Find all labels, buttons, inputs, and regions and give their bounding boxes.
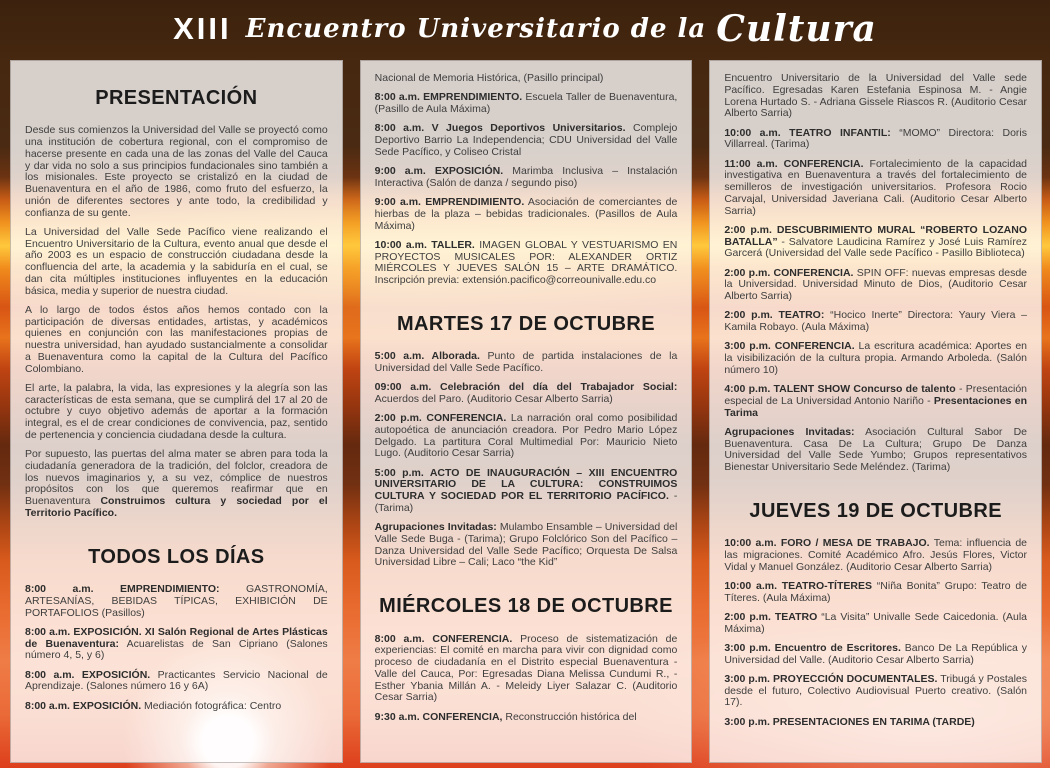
event-lead: 8:00 a.m. EMPRENDIMIENTO: (25, 583, 220, 596)
event-item (724, 310, 1027, 334)
schedule-column-middle (360, 60, 693, 763)
event-item (25, 627, 328, 662)
header-bar (0, 0, 1050, 57)
schedule-column-left (10, 60, 343, 763)
event-text: Marimba Inclusiva – Instalación Interactiva (Salón de danza / segundo piso) (374, 165, 678, 189)
event-item (375, 522, 678, 569)
paragraph (25, 125, 328, 219)
event-lead: 2:00 p.m. CONFERENCIA. (374, 412, 507, 425)
event-lead: 8:00 a.m. EXPOSICIÓN. XI Salón Regional de Artes Plásticas de Buenaventura: (25, 625, 328, 650)
event-lead: 2:00 p.m. TEATRO (724, 610, 818, 623)
title-emphasis: Cultura (716, 7, 877, 50)
event-text: “MOMO” Directora: Doris Villarreal. (Tarima) (724, 126, 1028, 151)
title-numeral: XIII (173, 10, 232, 46)
event-text: Fortalecimiento de la capacidad investigativa en Buenaventura a través del fortalecimiento de semilleros de investigación universitarios. Profesora Rocio Carvajal, Universidad Javeriana Cali. (Auditorio Cesar Alberto Sarria) (724, 157, 1028, 217)
event-text: Encuentro Universitario de la Universidad del Valle sede Pacífico. Egresadas Karen Estefania Espinosa M. - Angie Lorena Hurtado S. - Adriana Gissele Riascos R. (Auditorio Cesar Alberto Sarria) (724, 72, 1028, 120)
event-lead: 9:30 a.m. CONFERENCIA, (374, 710, 503, 723)
event-text: - Salvatore Laudicina Ramírez y José Luis Ramírez Garcerá (Universidad del Valle sede Pacífico - Pasillo Biblioteca) (724, 235, 1028, 260)
event-item (375, 413, 678, 460)
event-text: Mulambo Ensamble – Universidad del Valle Sede Buga - (Tarima); Grupo Folclórico Son del Pacífico – Danza Universidad del Valle Sede Pacífico; Orquesta De Salsa Universidad Libre – Cali; Laco “the Kid” (374, 521, 678, 569)
event-lead: 9:00 a.m. EXPOSICIÓN. (374, 165, 504, 177)
event-lead: 8:00 a.m. CONFERENCIA. (374, 632, 513, 645)
event-item (375, 468, 678, 515)
event-text: “Hocico Inerte” Directora: Yaury Viera – Kamila Robayo. (Aula Máxima) (724, 309, 1028, 333)
paragraph (25, 227, 328, 298)
event-item (375, 712, 678, 724)
event-item (25, 584, 328, 619)
event-item (724, 341, 1027, 376)
event-item (724, 427, 1027, 474)
event-lead: 10:00 a.m. TEATRO INFANTIL: (724, 126, 891, 139)
event-lead: 8:00 a.m. EXPOSICIÓN. (25, 699, 142, 712)
event-lead: 2:00 p.m. CONFERENCIA. (724, 266, 854, 279)
event-text: Tribugá y Postales desde el futuro, Colectivo Audiovisual Puerto creativo. (Salón 17). (724, 672, 1028, 709)
section-heading: MIÉRCOLES 18 DE OCTUBRE (379, 595, 673, 618)
event-lead: 3:00 p.m. CONFERENCIA. (724, 340, 855, 353)
event-text: Asociación de comerciantes de hierbas de la plaza – bebidas tradicionales. (Pasillos de Aula Máxima) (374, 196, 678, 232)
event-lead: 3:00 p.m. Encuentro de Escritores. (724, 641, 901, 654)
event-lead: Agrupaciones Invitadas: (374, 521, 497, 534)
event-lead: 09:00 a.m. Celebración del día del Trabajador Social: (374, 381, 678, 394)
event-lead: 10:00 a.m. TALLER. (374, 238, 475, 251)
event-lead: 10:00 a.m. TEATRO-TÍTERES (724, 579, 872, 592)
event-text: “La Visita” Univalle Sede Caicedonia. (Aula Máxima) (724, 610, 1028, 635)
event-lead: 5:00 p.m. ACTO DE INAUGURACIÓN – XIII ENCUENTRO UNIVERSITARIO DE LA CULTURA: CONSTRUIMOS CULTURA Y SOCIEDAD POR EL TERRITORIO PACÍFICO. (374, 466, 678, 503)
event-tail: Construimos cultura y sociedad por el Territorio Pacífico. (25, 495, 328, 519)
event-item (375, 166, 678, 190)
event-item (724, 538, 1027, 573)
schedule-column-right (709, 60, 1042, 763)
event-tail: Presentaciones en Tarima (724, 394, 1027, 419)
event-item (724, 643, 1027, 667)
event-lead: 8:00 a.m. EMPRENDIMIENTO. (374, 91, 523, 104)
event-text: IMAGEN GLOBAL Y VESTUARISMO EN PROYECTOS MUSICALES POR: ALEXANDER ORTIZ MIÉRCOLES Y JUEVES SALÓN 15 – ARTE DRAMÁTICO. Inscripción previa: extensión.pacifico@correounivalle.edu.co (374, 238, 678, 286)
paragraph (25, 383, 328, 442)
event-lead: 4:00 p.m. TALENT SHOW Concurso de talento (724, 383, 956, 395)
event-item (724, 268, 1027, 303)
event-text: Reconstrucción histórica del (502, 710, 637, 723)
paragraph (25, 305, 328, 376)
event-text: Acuarelistas de San Cipriano (Salones número 4, 5, y 6) (25, 637, 328, 662)
event-text: La Universidad del Valle Sede Pacífico viene realizando el Encuentro Universitario de la Cultura, evento anual que desde el año 2003 es un espacio de construcción ciudadana desde la confluencia del arte, la academia y la sabiduría en el cual, se dan cita múltiples instituciones influyentes en la educación básica, media y superior de nuestra ciudad. (25, 225, 328, 297)
event-text: - Presentación especial de La Universidad Antonio Nariño - (724, 383, 1028, 407)
event-item (375, 634, 678, 705)
event-item (724, 384, 1027, 419)
event-text: “Niña Bonita” Grupo: Teatro de Títeres. (Aula Máxima) (724, 579, 1028, 604)
section-heading: TODOS LOS DÍAS (88, 545, 265, 568)
event-item (724, 612, 1027, 636)
event-text: Complejo Deportivo Barrio La Independencia; CDU Universidad del Valle Sede Pacífico, y Coliseo Cristal (374, 122, 678, 158)
title-script: Encuentro Universitario de la (245, 13, 707, 44)
paragraph (25, 449, 328, 520)
event-text: La narración oral como posibilidad autopoética de anunciación creadora. Por Pedro Mario López Delgado. La partitura Coral Multimedial Por: Mauricio Nieto Lugo. (Auditorio Cesar Sarria) (374, 412, 678, 460)
event-text: SPIN OFF: nuevas empresas desde la Universidad. Universidad Minuto de Dios, (Auditorio Cesar Alberto Sarria) (724, 266, 1028, 302)
event-item (375, 92, 678, 116)
event-lead: 8:00 a.m. V Juegos Deportivos Universitarios. (374, 122, 626, 135)
event-text: Nacional de Memoria Histórica, (Pasillo principal) (374, 72, 604, 84)
event-text: Escuela Taller de Buenaventura, (Pasillo de Aula Máxima) (374, 91, 678, 115)
section-heading: MARTES 17 DE OCTUBRE (396, 312, 656, 335)
paragraph (375, 73, 678, 85)
event-text: Asociación Cultural Sabor De Buenaventura. Casa De La Cultura; Grupo De Danza Universidad del Valle Sede Yumbo; Grupos representativos Bienestar Universitario Sede Meléndez. (Tarima) (724, 425, 1028, 473)
event-lead: 2:00 p.m. DESCUBRIMIENTO MURAL “ROBERTO LOZANO BATALLA” (724, 223, 1028, 248)
event-item (375, 123, 678, 158)
event-item (25, 701, 328, 713)
event-lead: 9:00 a.m. EMPRENDIMIENTO. (374, 196, 525, 208)
event-text: La escritura académica: Aportes en la visibilización de la cultura propia. Armando Arboleda. (Salón número 10) (724, 340, 1028, 376)
event-item (25, 670, 328, 694)
event-text: Mediación fotográfica: Centro (141, 699, 282, 712)
section-heading: JUEVES 19 DE OCTUBRE (749, 499, 1002, 522)
event-item (724, 717, 1027, 729)
event-text: Practicantes Servicio Nacional de Aprendizaje. (Salones número 16 y 6A) (25, 668, 328, 693)
event-text: Acuerdos del Paro. (Auditorio Cesar Alberto Sarria) (374, 392, 613, 405)
paragraph (724, 73, 1027, 120)
event-lead: 3:00 p.m. PRESENTACIONES EN TARIMA (TARDE) (724, 715, 975, 728)
event-text: Desde sus comienzos la Universidad del Valle se proyectó como una institución de cobertura regional, con el compromiso de hacerse presente en cada una de las zonas del Valle del Cauca y dar vida no solo a sus principios fundacionales sino también a los misionales. Este proyecto se cristalizó en la ciudad de Buenaventura en el año de 1986, como fruto del esfuerzo, la unión de diferentes sectores y ante todo, la credibilidad y confianza de su gente. (25, 124, 328, 219)
event-item (375, 351, 678, 375)
event-item (724, 225, 1027, 260)
event-text: El arte, la palabra, la vida, las expresiones y la alegría son las características de esta semana, que se cumplirá del 17 al 20 de octubre y cuyo objetivo además de aportar a la formación integral, es el de crear condiciones de convivencia, paz, sentido de pertenencia y conciencia ciudadana desde la cultura. (25, 381, 328, 441)
event-text: Proceso de sistematización de experiencias: El comité en marcha para vivir con dignidad como proceso de ciudadanía en el Distrito especial Buenaventura - Valle del Cauca, Por: Egresadas Diana Melissa Cundumi R., - Esther Ybania Millán A. - Meleidy Liyer Salazar C. (Auditorio Cesar Sarria) (374, 632, 678, 704)
schedule-columns (10, 60, 1042, 763)
event-item (724, 159, 1027, 218)
event-text: GASTRONOMÍA, ARTESANÍAS, BEBIDAS TÍPICAS, EXHIBICIÓN DE PORTAFOLIOS (Pasillos) (25, 583, 328, 619)
event-item (724, 674, 1027, 709)
event-lead: 10:00 a.m. FORO / MESA DE TRABAJO. (724, 537, 930, 550)
event-item (375, 382, 678, 406)
event-item (724, 581, 1027, 605)
event-text: - (Tarima) (374, 490, 678, 514)
event-item (375, 197, 678, 232)
event-lead: 8:00 a.m. EXPOSICIÓN. (25, 668, 151, 681)
event-text: A lo largo de todos éstos años hemos contado con la participación de diversas entidades, artistas, y académicos quienes en conjunción con las manifestaciones propias de nuestra universidad, han ayudado sustancialmente a consolidar a Buenaventura como la capital de la Cultura del Pacífico Colombiano. (25, 303, 328, 375)
event-lead: 2:00 p.m. TEATRO: (724, 309, 825, 322)
event-text: Tema: influencia de las migraciones. Comité Académico Afro. Jesús Flores, Victor Vidal y Manuel González. (Auditorio Cesar Alberto Sarria) (724, 537, 1028, 573)
event-item (375, 240, 678, 287)
event-item (724, 128, 1027, 152)
event-lead: 5:00 a.m. Alborada. (374, 350, 480, 363)
event-text: Banco De La República y Universidad del Valle. (Auditorio Cesar Alberto Sarria) (724, 641, 1028, 666)
event-lead: Agrupaciones Invitadas: (724, 425, 855, 438)
event-lead: 3:00 p.m. PROYECCIÓN DOCUMENTALES. (724, 672, 938, 685)
section-heading: PRESENTACIÓN (95, 87, 258, 109)
event-text: Punto de partida instalaciones de la Universidad del Valle Sede Pacífico. (374, 350, 678, 374)
event-lead: 11:00 a.m. CONFERENCIA. (724, 157, 864, 170)
event-text: Por supuesto, las puertas del alma mater se abren para toda la ciudadanía generadora de la tradición, del folclor, creadora de los nuevos imaginarios y, a su vez, cómplice de nuestros propósitos con los que queremos reafirmar que en Buenaventura (25, 448, 328, 508)
